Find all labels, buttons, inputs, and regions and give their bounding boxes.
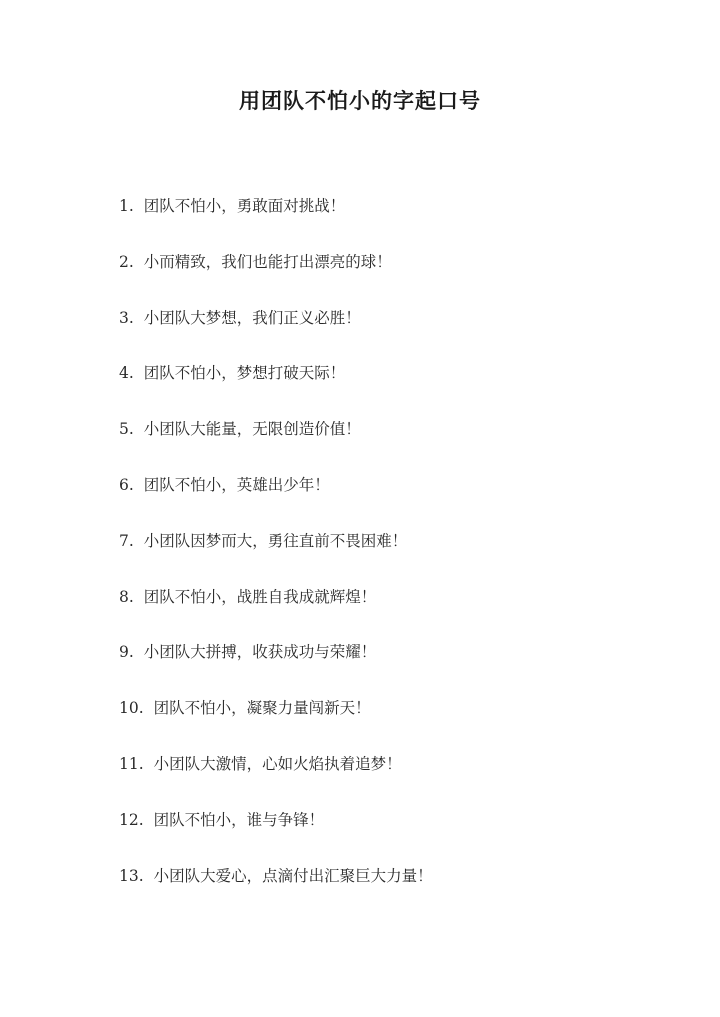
slogan-text: 小团队大拼搏，收获成功与荣耀！ [143,643,377,662]
slogan-text: 团队不怕小，战胜自我成就辉煌！ [143,587,377,606]
slogan-text: 小团队大激情，心如火焰执着追梦！ [153,754,402,773]
item-number: 13. [119,866,144,885]
page-title: 用团队不怕小的字起口号 [239,88,481,113]
slogan-text: 团队不怕小，勇敢面对挑战！ [143,197,346,215]
slogan-text: 团队不怕小，梦想打破天际！ [143,364,346,383]
item-number: 1. [119,197,134,215]
slogan-list [119,193,433,918]
item-number: 9. [119,643,134,662]
item-number: 10. [119,699,144,718]
list-item [119,751,433,807]
item-number: 5. [119,420,134,439]
list-item [119,639,433,695]
item-number: 2. [119,252,134,271]
slogan-text: 小团队大爱心，点滴付出汇聚巨大力量！ [153,866,433,885]
list-item [119,472,433,528]
slogan-text: 团队不怕小，谁与争锋！ [153,810,325,829]
slogan-text: 团队不怕小，凝聚力量闯新天！ [153,699,371,718]
item-number: 12. [119,810,144,829]
slogan-text: 小团队因梦而大，勇往直前不畏困难！ [143,531,408,550]
item-number: 8. [119,587,134,606]
item-number: 4. [119,364,134,383]
slogan-text: 团队不怕小，英雄出少年！ [143,475,330,494]
list-item [119,863,433,919]
list-item [119,416,433,472]
slogan-text: 小团队大能量，无限创造价值！ [143,420,361,439]
list-item [119,695,433,751]
slogan-text: 小团队大梦想，我们正义必胜！ [143,308,361,327]
item-number: 3. [119,308,134,327]
list-item [119,807,433,863]
item-number: 6. [119,475,134,494]
list-item [119,305,433,361]
list-item [119,193,433,249]
item-number: 11. [119,754,144,773]
list-item [119,249,433,305]
list-item [119,360,433,416]
item-number: 7. [119,531,134,550]
list-item [119,584,433,640]
list-item [119,528,433,584]
slogan-text: 小而精致，我们也能打出漂亮的球！ [143,252,392,271]
